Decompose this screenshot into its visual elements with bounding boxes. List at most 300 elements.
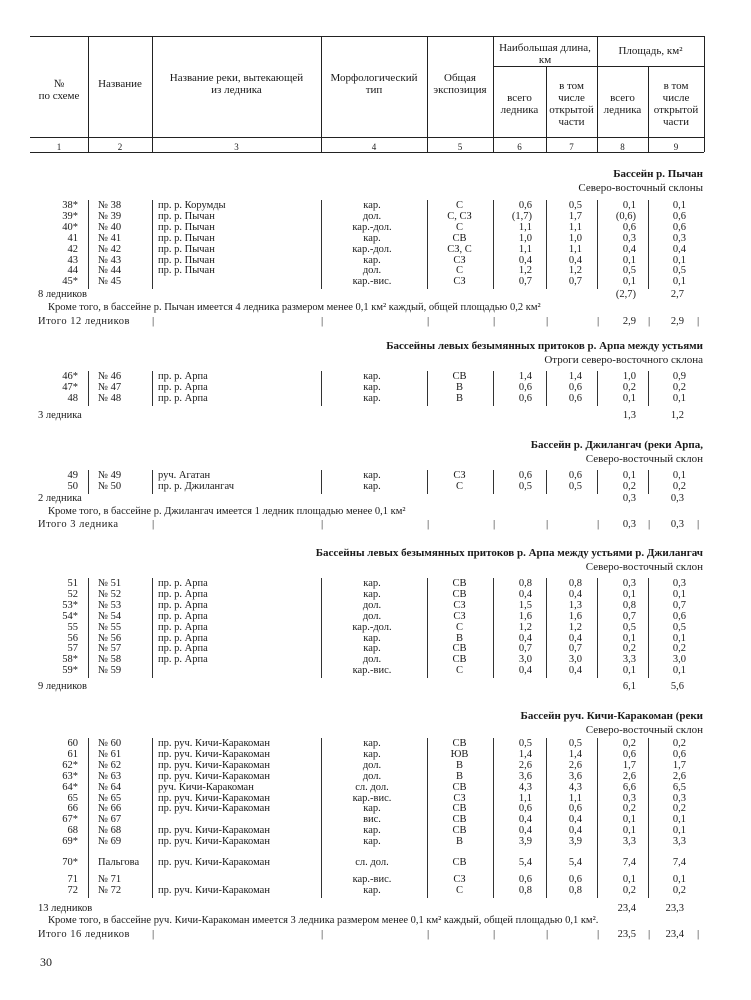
header-col6: всего ледника (500, 92, 539, 116)
glacier-name: № 48 (98, 392, 122, 404)
morph-type: сл. дол. (355, 857, 389, 868)
morph-type: кар.-дол. (352, 243, 392, 255)
area-open: 0,3 (672, 578, 686, 589)
area-open: 1,7 (672, 759, 686, 771)
total-separator: | (152, 928, 155, 940)
morph-type: дол. (362, 759, 382, 771)
table-row (0, 212, 751, 222)
area-total: 0,8 (622, 599, 636, 611)
glacier-name: № 51 (98, 578, 122, 589)
length-total: 5,4 (518, 857, 532, 868)
table-row (0, 394, 751, 404)
morph-type: кар. (363, 836, 381, 848)
river-name: пр. р. Арпа (158, 578, 208, 589)
morph-type: кар. (363, 884, 381, 896)
exposure: С (455, 221, 463, 233)
glacier-count: 8 ледников (38, 289, 87, 300)
table-row (0, 245, 751, 255)
total-separator: | (697, 518, 700, 530)
scheme-number: 51 (67, 578, 78, 589)
section-title: Бассейн р. Пычан (613, 168, 703, 180)
area-total: 0,2 (622, 803, 636, 815)
river-name: пр. руч. Кичи-Каракоман (158, 759, 270, 771)
area-total: 0,3 (622, 232, 636, 244)
column-divider (648, 470, 649, 494)
area-open: 0,5 (672, 621, 686, 633)
header-col8: всего ледника (603, 92, 642, 116)
count-area-open: 1,2 (670, 410, 684, 421)
column-divider (427, 738, 428, 898)
length-open: 0,6 (568, 470, 582, 481)
total-area-open: 0,3 (670, 519, 684, 530)
scheme-number: 71 (67, 873, 78, 885)
morph-type: дол. (362, 599, 382, 611)
glacier-name: № 64 (98, 781, 122, 793)
count-area-total: 0,3 (622, 493, 636, 504)
morph-type: дол. (362, 654, 382, 666)
area-open: 0,2 (672, 480, 686, 492)
area-total: 1,7 (622, 759, 636, 771)
glacier-name: № 50 (98, 480, 122, 492)
glacier-name: № 65 (98, 792, 122, 804)
length-open: 1,2 (568, 621, 582, 633)
section-title: Бассейны левых безымянных притоков р. Арпа между устьями р. Джилангач (315, 547, 703, 559)
river-name: пр. р. Арпа (158, 588, 208, 600)
area-total: 0,1 (622, 254, 636, 266)
area-total: 0,1 (622, 588, 636, 600)
length-total: 0,6 (518, 803, 532, 815)
section-note: Кроме того, в бассейне руч. Кичи-Каракоман имеется 3 ледника размером менее 0,1 км² каждый, общей площадью 0,1 км². (48, 915, 599, 926)
glacier-name: № 67 (98, 814, 122, 826)
length-total: 0,4 (518, 825, 532, 837)
scheme-number: 66 (67, 803, 78, 815)
length-open: 0,5 (568, 738, 582, 749)
river-name: пр. р. Арпа (158, 392, 208, 404)
exposure: В (455, 836, 463, 848)
glacier-name: № 42 (98, 243, 122, 255)
table-row (0, 256, 751, 266)
length-open: 1,0 (568, 232, 582, 244)
total-separator: | (697, 928, 700, 940)
column-divider (597, 470, 598, 494)
exposure: СВ (452, 825, 467, 837)
table-row (0, 875, 751, 885)
area-open: 0,1 (672, 588, 686, 600)
length-total: 0,4 (518, 814, 532, 826)
header-col5: Общая экспозиция (433, 72, 487, 96)
glacier-name: № 47 (98, 381, 122, 393)
total-separator: | (152, 518, 155, 530)
morph-type: кар. (363, 738, 381, 749)
glacier-name: № 62 (98, 759, 122, 771)
glacier-name: № 41 (98, 232, 122, 244)
column-divider (648, 738, 649, 898)
area-open: 0,9 (672, 371, 686, 382)
exposure: СВ (452, 578, 467, 589)
length-open: 0,4 (568, 825, 582, 837)
total-separator: | (427, 518, 430, 530)
count-area-total: 23,4 (617, 903, 636, 914)
scheme-number: 41 (67, 232, 78, 244)
morph-type: дол. (362, 770, 382, 782)
total-separator: | (427, 315, 430, 327)
length-total: 0,6 (518, 873, 532, 885)
river-name: пр. р. Пычан (158, 221, 215, 233)
scheme-number: 47* (62, 381, 78, 393)
length-open: 1,1 (568, 792, 582, 804)
scheme-number: 39* (62, 210, 78, 222)
glacier-name: № 66 (98, 803, 122, 815)
length-total: 3,9 (518, 836, 532, 848)
river-name: руч. Кичи-Каракоман (158, 781, 254, 793)
area-open: 0,1 (672, 200, 686, 211)
table-row (0, 234, 751, 244)
area-total: 0,2 (622, 381, 636, 393)
section-subtitle: Северо-восточный склон (585, 561, 703, 573)
total-separator: | (597, 928, 600, 940)
length-total: 0,4 (518, 665, 532, 677)
area-open: 7,4 (672, 857, 686, 868)
area-total: 2,6 (622, 770, 636, 782)
length-total: (1,7) (511, 210, 532, 222)
river-name: пр. р. Арпа (158, 371, 208, 382)
length-total: 0,7 (518, 276, 532, 288)
scheme-number: 61 (67, 748, 78, 760)
area-open: 2,6 (672, 770, 686, 782)
morph-type: кар. (363, 825, 381, 837)
glacier-name: № 58 (98, 654, 122, 666)
table-row (0, 772, 751, 782)
header-col7: в том числе открытой части (549, 80, 594, 128)
count-area-total: (2,7) (615, 289, 636, 300)
table-row (0, 579, 751, 589)
section-total: Итого 16 ледников (38, 929, 130, 940)
area-total: 0,2 (622, 738, 636, 749)
morph-type: кар. (363, 470, 381, 481)
morph-type: кар. (363, 232, 381, 244)
area-open: 0,1 (672, 254, 686, 266)
length-open: 1,6 (568, 610, 582, 622)
column-divider (493, 371, 494, 406)
total-separator: | (546, 518, 549, 530)
area-total: 0,1 (622, 392, 636, 404)
area-total: 0,1 (622, 200, 636, 211)
exposure: В (455, 632, 463, 644)
column-divider (88, 578, 89, 678)
column-divider (427, 200, 428, 289)
count-area-open: 5,6 (670, 681, 684, 692)
exposure: СЗ (453, 610, 466, 622)
colnum-1: 1 (56, 142, 62, 152)
glacier-name: № 72 (98, 884, 122, 896)
river-name: пр. р. Корумды (158, 200, 226, 211)
morph-type: кар.-вис. (352, 873, 392, 885)
total-separator: | (648, 928, 651, 940)
exposure: СЗ, С (447, 243, 472, 255)
morph-type: кар. (363, 748, 381, 760)
area-open: 0,1 (672, 825, 686, 837)
morph-type: кар.-дол. (352, 621, 392, 633)
scheme-number: 46* (62, 371, 78, 382)
header-col2: Название (98, 78, 142, 90)
table-row (0, 783, 751, 793)
length-open: 0,4 (568, 665, 582, 677)
table-row (0, 858, 751, 868)
river-name: пр. р. Джилангач (158, 480, 235, 492)
scheme-number: 58* (62, 654, 78, 666)
morph-type: кар.-вис. (352, 276, 392, 288)
column-divider (321, 200, 322, 289)
area-total: 0,2 (622, 884, 636, 896)
morph-type: кар. (363, 578, 381, 589)
column-divider (597, 578, 598, 678)
exposure: С (455, 665, 463, 677)
length-open: 0,6 (568, 392, 582, 404)
column-divider (493, 578, 494, 678)
table-row (0, 372, 751, 382)
length-total: 0,4 (518, 254, 532, 266)
area-total: 0,7 (622, 610, 636, 622)
exposure: СЗ (453, 873, 466, 885)
glacier-name: № 49 (98, 470, 122, 481)
morph-type: дол. (362, 265, 382, 277)
morph-type: кар. (363, 200, 381, 211)
table-row (0, 201, 751, 211)
length-total: 1,1 (518, 243, 532, 255)
area-total: 0,1 (622, 470, 636, 481)
length-open: 0,4 (568, 588, 582, 600)
length-total: 3,6 (518, 770, 532, 782)
glacier-name: № 56 (98, 632, 122, 644)
area-open: 0,4 (672, 243, 686, 255)
length-open: 1,1 (568, 221, 582, 233)
total-separator: | (321, 315, 324, 327)
column-divider (427, 578, 428, 678)
river-name: пр. р. Арпа (158, 643, 208, 655)
table-row (0, 277, 751, 287)
length-total: 1,4 (518, 371, 532, 382)
total-separator: | (152, 315, 155, 327)
section-title: Бассейн р. Джилангач (реки Арпа, (530, 439, 703, 451)
header-col3: Название реки, вытекающей из ледника (169, 72, 304, 96)
column-divider (648, 200, 649, 289)
glacier-count: 2 ледника (38, 493, 82, 504)
table-row (0, 794, 751, 804)
morph-type: кар. (363, 588, 381, 600)
area-open: 3,0 (672, 654, 686, 666)
exposure: СВ (452, 803, 467, 815)
area-total: (0,6) (615, 210, 636, 222)
glacier-name: № 59 (98, 665, 122, 677)
glacier-name: № 44 (98, 265, 122, 277)
scheme-number: 53* (62, 599, 78, 611)
scheme-number: 50 (67, 480, 78, 492)
area-open: 0,5 (672, 265, 686, 277)
scheme-number: 54* (62, 610, 78, 622)
scheme-number: 38* (62, 200, 78, 211)
river-name: пр. р. Арпа (158, 632, 208, 644)
exposure: СВ (452, 232, 467, 244)
exposure: СЗ (453, 599, 466, 611)
length-open: 3,6 (568, 770, 582, 782)
section-note: Кроме того, в бассейне р. Джилангач имеется 1 ледник площадью менее 0,1 км² (48, 506, 406, 517)
length-total: 2,6 (518, 759, 532, 771)
column-divider (648, 578, 649, 678)
scheme-number: 57 (67, 643, 78, 655)
river-name: пр. руч. Кичи-Каракоман (158, 857, 270, 868)
area-total: 0,1 (622, 873, 636, 885)
area-open: 0,1 (672, 873, 686, 885)
total-separator: | (321, 928, 324, 940)
count-area-open: 2,7 (670, 289, 684, 300)
exposure: СВ (452, 643, 467, 655)
length-total: 1,6 (518, 610, 532, 622)
total-area-total: 23,5 (617, 929, 636, 940)
glacier-name: № 46 (98, 371, 122, 382)
glacier-name: Пальгова (98, 857, 140, 868)
scheme-number: 62* (62, 759, 78, 771)
column-divider (88, 200, 89, 289)
table-row (0, 590, 751, 600)
area-total: 0,3 (622, 792, 636, 804)
glacier-count: 13 ледников (38, 903, 93, 914)
river-name: пр. руч. Кичи-Каракоман (158, 792, 270, 804)
area-total: 0,1 (622, 632, 636, 644)
section-subtitle: Северо-восточный склон (585, 453, 703, 465)
exposure: СВ (452, 814, 467, 826)
column-divider (427, 470, 428, 494)
length-open: 0,5 (568, 200, 582, 211)
exposure: СВ (452, 371, 467, 382)
scheme-number: 65 (67, 792, 78, 804)
table-row (0, 750, 751, 760)
length-open: 3,9 (568, 836, 582, 848)
length-open: 5,4 (568, 857, 582, 868)
exposure: СВ (452, 654, 467, 666)
scheme-number: 40* (62, 221, 78, 233)
glacier-name: № 45 (98, 276, 122, 288)
exposure: С (455, 200, 463, 211)
length-open: 1,2 (568, 265, 582, 277)
area-total: 0,5 (622, 621, 636, 633)
length-open: 1,1 (568, 243, 582, 255)
area-open: 0,2 (672, 884, 686, 896)
morph-type: кар. (363, 381, 381, 393)
area-open: 0,2 (672, 803, 686, 815)
length-total: 4,3 (518, 781, 532, 793)
river-name: пр. р. Арпа (158, 381, 208, 393)
morph-type: кар. (363, 480, 381, 492)
total-separator: | (597, 315, 600, 327)
glacier-name: № 69 (98, 836, 122, 848)
scheme-number: 42 (67, 243, 78, 255)
table-row (0, 826, 751, 836)
exposure: В (455, 392, 463, 404)
column-divider (152, 371, 153, 406)
scheme-number: 68 (67, 825, 78, 837)
column-divider (152, 470, 153, 494)
exposure: СВ (452, 781, 467, 793)
length-total: 0,4 (518, 632, 532, 644)
length-total: 1,5 (518, 599, 532, 611)
column-divider (546, 371, 547, 406)
total-separator: | (648, 518, 651, 530)
total-area-total: 2,9 (622, 316, 636, 327)
column-divider (152, 738, 153, 898)
table-row (0, 482, 751, 492)
length-open: 0,6 (568, 803, 582, 815)
colnum-9: 9 (673, 142, 679, 152)
scheme-number: 59* (62, 665, 78, 677)
area-total: 0,6 (622, 748, 636, 760)
table-row (0, 837, 751, 847)
length-total: 0,7 (518, 643, 532, 655)
area-open: 0,1 (672, 814, 686, 826)
length-total: 0,5 (518, 480, 532, 492)
column-divider (88, 738, 89, 898)
area-total: 0,1 (622, 276, 636, 288)
section-total: Итого 12 ледников (38, 316, 130, 327)
morph-type: вис. (363, 814, 381, 826)
table-row (0, 612, 751, 622)
exposure: С (455, 265, 463, 277)
scheme-number: 48 (67, 392, 78, 404)
column-divider (321, 470, 322, 494)
morph-type: кар.-вис. (352, 665, 392, 677)
morph-type: кар. (363, 643, 381, 655)
colnum-7: 7 (569, 142, 574, 152)
area-total: 7,4 (622, 857, 636, 868)
total-separator: | (427, 928, 430, 940)
exposure: С (455, 621, 463, 633)
length-total: 0,8 (518, 884, 532, 896)
section-title: Бассейн руч. Кичи-Каракоман (реки (520, 710, 703, 722)
area-open: 0,2 (672, 381, 686, 393)
river-name: пр. р. Арпа (158, 610, 208, 622)
area-total: 0,2 (622, 643, 636, 655)
area-open: 3,3 (672, 836, 686, 848)
length-open: 0,7 (568, 643, 582, 655)
total-separator: | (493, 518, 496, 530)
column-divider (546, 738, 547, 898)
colnum-3: 3 (234, 142, 239, 152)
section-title: Бассейны левых безымянных притоков р. Арпа между устьями (386, 340, 703, 352)
glacier-name: № 39 (98, 210, 122, 222)
area-total: 0,6 (622, 221, 636, 233)
length-open: 0,8 (568, 884, 582, 896)
scheme-number: 63* (62, 770, 78, 782)
river-name: пр. р. Пычан (158, 210, 215, 222)
river-name: пр. р. Арпа (158, 621, 208, 633)
table-row (0, 601, 751, 611)
morph-type: кар. (363, 392, 381, 404)
column-divider (546, 470, 547, 494)
morph-type: дол. (362, 610, 382, 622)
column-divider (648, 371, 649, 406)
table-row (0, 655, 751, 665)
morph-type: кар. (363, 371, 381, 382)
river-name: руч. Агатан (158, 470, 211, 481)
length-open: 4,3 (568, 781, 582, 793)
section-subtitle: Отроги северо-восточного склона (544, 354, 703, 366)
glacier-name: № 71 (98, 873, 122, 885)
length-open: 0,6 (568, 381, 582, 393)
count-area-open: 23,3 (665, 903, 684, 914)
table-row (0, 666, 751, 676)
total-separator: | (697, 315, 700, 327)
scheme-number: 56 (67, 632, 78, 644)
area-open: 0,1 (672, 665, 686, 677)
